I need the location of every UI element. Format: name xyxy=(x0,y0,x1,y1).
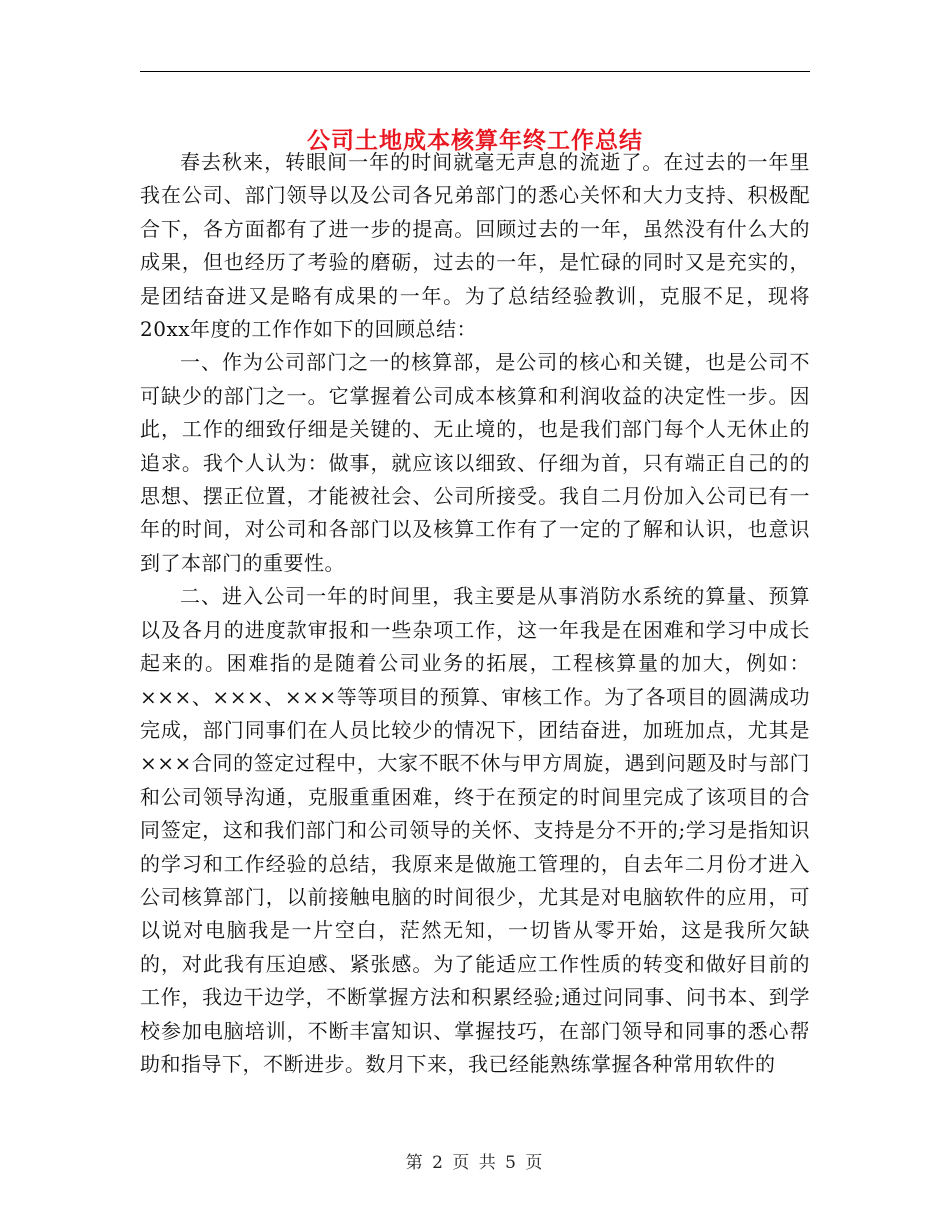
paragraph-section-two: 二、进入公司一年的时间里，我主要是从事消防水系统的算量、预算以及各月的进度款审报和一些杂项工作，这一年我是在困难和学习中成长起来的。困难指的是随着公司业务的拓展，工程核算量的加大，例如：×××、×××、×××等等项目的预算、审核工作。为了各项目的圆满成功完成，部门同事们在人员比较少的情况下，团结奋进，加班加点，尤其是×××合同的签定过程中，大家不眠不休与甲方周旋，遇到问题及时与部门和公司领导沟通，克服重重困难，终于在预定的时间里完成了该项目的合同签定，这和我们部门和公司领导的关怀、支持是分不开的;学习是指知识的学习和工作经验的总结，我原来是做施工管理的，自去年二月份才进入公司核算部门，以前接触电脑的时间很少，尤其是对电脑软件的应用，可以说对电脑我是一片空白，茫然无知，一切皆从零开始，这是我所欠缺的，对此我有压迫感、紧张感。为了能适应工作性质的转变和做好目前的工作，我边干边学，不断掌握方法和积累经验;通过问同事、问书本、到学校参加电脑培训，不断丰富知识、掌握技巧，在部门领导和同事的悉心帮助和指导下，不断进步。数月下来，我已经能熟练掌握各种常用软件的 xyxy=(140,584,810,1076)
paragraph-section-one: 一、作为公司部门之一的核算部，是公司的核心和关键，也是公司不可缺少的部门之一。它掌握着公司成本核算和利润收益的决定性一步。因此，工作的细致仔细是关键的、无止境的，也是我们部门每个人无休止的追求。我个人认为：做事，就应该以细致、仔细为首，只有端正自己的的思想、摆正位置，才能被社会、公司所接受。我自二月份加入公司已有一年的时间，对公司和各部门以及核算工作有了一定的了解和认识，也意识到了本部门的重要性。 xyxy=(140,350,810,575)
page-number-footer: 第 2 页 共 5 页 xyxy=(405,1153,545,1173)
header-rule xyxy=(140,71,810,72)
document-title: 公司土地成本核算年终工作总结 xyxy=(307,127,643,155)
paragraph-intro: 春去秋来，转眼间一年的时间就毫无声息的流逝了。在过去的一年里我在公司、部门领导以及公司各兄弟部门的悉心关怀和大力支持、积极配合下，各方面都有了进一步的提高。回顾过去的一年，虽然没有什么大的成果，但也经历了考验的磨砺，过去的一年，是忙碌的同时又是充实的，是团结奋进又是略有成果的一年。为了总结经验教训，克服不足，现将20xx年度的工作作如下的回顾总结： xyxy=(140,150,810,342)
document-body xyxy=(140,146,810,1081)
